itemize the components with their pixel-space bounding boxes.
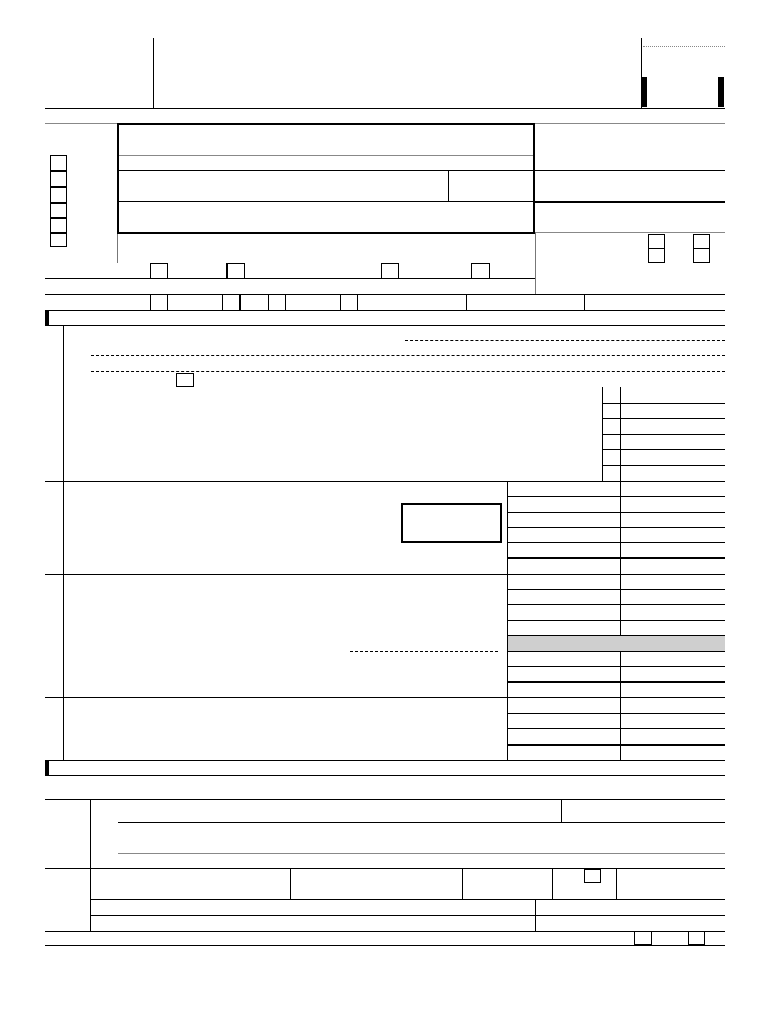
row-b5[interactable] [507,557,725,559]
header-right-dotted [643,46,725,47]
row-d3[interactable] [507,744,725,746]
self-employed-checkbox[interactable] [584,869,601,883]
row-a5[interactable] [602,465,725,466]
check-row2-box-b[interactable] [222,294,240,311]
check-row1-box-d[interactable] [471,263,490,279]
check-row2-div-e [466,294,467,310]
section-4-top [45,697,725,698]
right-checkbox-3[interactable] [693,234,710,249]
room-suite-divider [448,170,449,201]
row-b1[interactable] [507,496,725,497]
firm-name-line[interactable] [90,899,725,900]
amount-box[interactable] [401,503,502,543]
sign-left-spine [90,799,91,931]
info-top-rule [45,123,118,124]
check-row2-div-b [240,294,241,310]
part-one-header-bottom [49,325,725,326]
firm-ein-divider [535,899,536,931]
row-d1[interactable] [507,713,725,714]
row-c4[interactable] [507,635,725,636]
check-row2-box-a[interactable] [150,294,168,311]
part-one-top-rule [45,310,725,311]
part-one-marker [45,310,49,326]
check-row-1-bottom [45,294,725,295]
row-a3[interactable] [602,434,725,435]
section-3-top [45,574,725,575]
check-row2-box-d[interactable] [340,294,358,311]
row-c7[interactable] [507,681,725,683]
name-line[interactable] [119,155,533,156]
checkbox-4[interactable] [50,203,67,218]
part-two-header-bottom [49,775,725,776]
line-c-dash[interactable] [350,651,498,652]
row-c5[interactable] [507,651,725,652]
check-row2-box-c[interactable] [268,294,286,311]
row-c1[interactable] [507,589,725,590]
check-row-1-top [45,278,535,279]
footer-rule-1 [45,931,725,932]
preparer-top-rule [45,868,725,869]
row-b3[interactable] [507,527,725,528]
checkbox-2[interactable] [50,171,67,187]
check-row1-box-a[interactable] [150,263,168,279]
header-bottom-rule [45,108,725,109]
footer-rule-2 [45,945,725,946]
checkbox-1[interactable] [50,155,67,171]
row-a4[interactable] [602,449,725,450]
city-line[interactable] [119,201,533,202]
total-assets-field[interactable] [535,232,725,233]
checkbox-5[interactable] [50,218,67,233]
omb-bar-right [718,77,724,107]
row-c2[interactable] [507,604,725,605]
part-two-top-rule [45,760,725,761]
checkbox-6[interactable] [50,233,67,247]
preparer-div-2 [462,868,463,899]
sign-top-rule [45,799,725,800]
section-2-top [45,481,725,482]
row-b4[interactable] [507,542,725,543]
header-left-divider [153,38,154,108]
check-row2-div-f [584,294,585,310]
row-a2[interactable] [602,418,725,419]
info-top-rule-right [535,123,725,124]
line-1-dash[interactable] [405,340,725,341]
right-checkbox-4[interactable] [693,248,710,263]
row-b2[interactable] [507,512,725,513]
right-checkbox-2[interactable] [648,248,665,263]
ein-field[interactable] [535,170,725,171]
info-right-lower-divider [535,232,536,294]
right-checkbox-1[interactable] [648,234,665,249]
part-one-left-spine [63,325,64,761]
shaded-row [508,636,725,651]
part-two-marker [45,760,49,776]
preparer-div-4 [616,868,617,899]
footer-checkbox-1[interactable] [634,931,652,945]
line-3-checkbox[interactable] [176,373,194,387]
preparer-div-3 [552,868,553,899]
row-a1[interactable] [602,403,725,404]
row-d2[interactable] [507,728,725,729]
col-b-left [507,481,508,761]
address-line[interactable] [119,170,533,171]
omb-bar-left [641,77,647,107]
row-c6[interactable] [507,666,725,667]
date-incorporated-field[interactable] [535,201,725,203]
row-c3[interactable] [507,620,725,621]
preparer-div-1 [290,868,291,899]
check-row1-box-c[interactable] [381,263,399,279]
sign-line-2[interactable] [118,853,725,854]
name-address-box [117,123,535,234]
line-2-dash[interactable] [91,355,725,356]
check-row1-box-b[interactable] [227,263,245,279]
firm-address-line[interactable] [90,915,725,916]
checkbox-3[interactable] [50,187,67,203]
signature-line[interactable] [118,822,725,823]
line-3-dash[interactable] [91,371,725,372]
footer-checkbox-2[interactable] [688,931,705,945]
sign-title-divider [561,799,562,822]
